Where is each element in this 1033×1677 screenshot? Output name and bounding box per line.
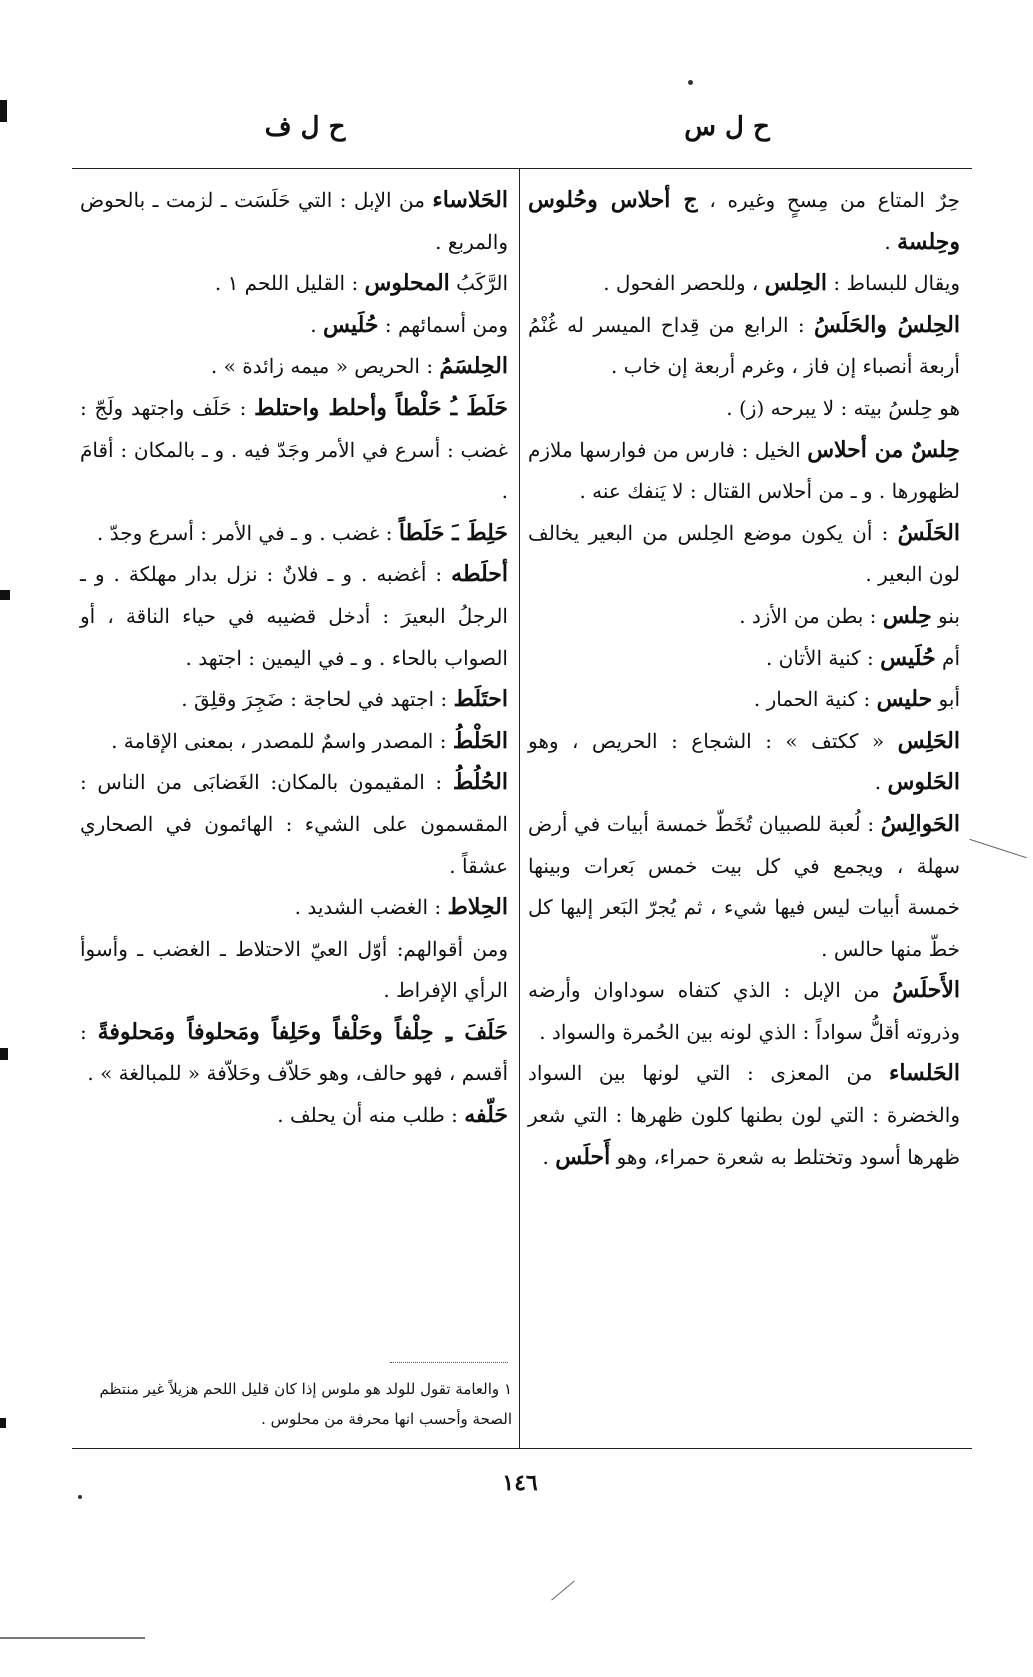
entry-definition: هو حِلسُ بيته : لا يبرحه (ز) .: [726, 395, 960, 420]
entry-headword: المحلوس: [364, 270, 450, 297]
scan-mark: [0, 100, 7, 122]
running-header-left: ح ل ف: [264, 112, 346, 142]
scan-mark: [0, 1637, 145, 1639]
entry-headword: الحُلُطُ: [452, 769, 508, 796]
dictionary-entry: [80, 554, 508, 679]
entry-headword: الحِلس: [764, 270, 828, 297]
dictionary-entry: [80, 679, 508, 721]
entry-definition: : طلب منه أن يحلف .: [277, 1103, 465, 1128]
entry-definition: .: [310, 312, 323, 337]
page-number: ١٤٦: [502, 1470, 538, 1496]
entry-definition: ويقال للبساط :: [827, 271, 960, 296]
entry-headword: الحَلاساء: [432, 187, 508, 213]
dictionary-entry: [528, 180, 960, 263]
dictionary-entry: [528, 388, 960, 430]
entry-headword: حُلَيس: [880, 644, 936, 671]
dictionary-entry: [80, 762, 508, 887]
entry-headword: حَلّفه: [464, 1102, 508, 1129]
dictionary-entry: [528, 1053, 960, 1178]
dictionary-entry: [528, 596, 960, 638]
entry-definition: الخيل : فارس من فوارسها ملازم لظهورها . و ـ من أحلاس القتال : لا يَنفك عنه .: [528, 437, 960, 504]
dictionary-entry: [80, 721, 508, 763]
entry-headword: الحِلسُ والحَلَسُ: [814, 311, 960, 338]
entry-definition: : المصدر واسمٌ للمصدر ، بمعنى الإقامة .: [111, 728, 453, 753]
dictionary-entry: [528, 804, 960, 970]
entry-headword: حَلَفَ ـِ حِلْفاً وحَلْفاً وحَلِفاً ومَحلوفاً ومَحلوفةً: [97, 1018, 508, 1045]
entry-headword: الحَلِس: [897, 727, 960, 754]
entry-headword: حَلَطَ ـُ حَلْطاً وأحلط واحتلط: [254, 394, 508, 421]
entry-definition: : أن يكون موضع الحِلس من البعير يخالف لون البعير .: [528, 520, 960, 587]
entry-definition: ، وللحصر الفحول .: [603, 271, 765, 296]
dictionary-entry: [80, 1095, 508, 1137]
entry-headword: حليس: [876, 686, 933, 713]
dictionary-entry: [528, 721, 960, 804]
scan-scratch: [551, 1580, 575, 1600]
entry-definition: أم: [935, 645, 960, 670]
entry-definition: .: [874, 770, 888, 795]
entry-definition: : المقيمون بالمكان: الغَضابَى من الناس : المقسمون على الشيء : الهائمون في الصحاري عشقاً .: [80, 770, 508, 878]
entry-definition: : لُعبة للصبيان تُخَطّ خمسة أبيات في أرض سهلة ، ويجمع في كل بيت خمس بَعرات وبينها خمسة أبيات ليس فيها شيء ، ثم يُجرّ البَعر إليها كل خطّ منها حالس .: [528, 811, 960, 961]
scan-dot: [78, 1495, 82, 1499]
left-column: [80, 180, 508, 1137]
entry-definition: : أغضبه . و ـ فلانٌ : نزل بدار مهلكة . و ـ الرجلُ البعيرَ : أدخل قضيبه في حياء الناقة ، أو الصواب بالحاء . و ـ في اليمين : اجتهد .: [80, 562, 508, 670]
scan-dot: [688, 80, 693, 85]
entry-definition: ومن أسمائهم :: [378, 312, 508, 337]
entry-definition: من المعزى : التي لونها بين السواد والخضرة : التي لون بطنها كلون ظهرها : التي شعر ظهرها أسود وتختلط به شعرة حمراء، وهو: [528, 1061, 960, 1169]
dictionary-entry: [528, 970, 960, 1053]
column-divider: [519, 168, 520, 1448]
dictionary-entry: [528, 513, 960, 596]
header-rule: [72, 168, 972, 169]
entry-headword: أَحلَس: [555, 1143, 611, 1170]
entry-headword: الحَلَسُ: [897, 519, 960, 546]
dictionary-entry: [80, 305, 508, 347]
entry-definition: « ككتف » : الشجاع : الحريص ، وهو: [528, 728, 898, 753]
scan-mark: [0, 1048, 8, 1060]
entry-headword: الحَلساء: [889, 1060, 960, 1087]
footnote: ١ والعامة تقول للولد هو ملوس إذا كان قليل اللحم هزيلاً غير منتظم الصحة وأحسب انها محرفة من محلوس .: [99, 1380, 512, 1428]
entry-headword: الحِلاط: [447, 894, 508, 921]
dictionary-entry: [80, 513, 508, 555]
dictionary-entry: [528, 430, 960, 513]
dictionary-entry: [528, 305, 960, 388]
dictionary-entry: [528, 679, 960, 721]
footer-rule: [72, 1448, 972, 1449]
entry-headword: احتَلَط: [453, 686, 508, 713]
dictionary-entry: [80, 388, 508, 513]
entry-definition: أبو: [932, 687, 960, 712]
entry-definition: : القليل اللحم ١ .: [214, 271, 365, 296]
entry-headword: الحِلسَمُ: [439, 353, 508, 380]
dictionary-entry: [80, 263, 508, 305]
entry-definition: : كنية الأتان .: [765, 645, 881, 670]
entry-headword: الحَلوس: [887, 769, 960, 796]
entry-headword: ج أحلاس وحُلوس وحِلسة: [528, 187, 960, 255]
entry-headword: الحَوالِسُ: [880, 810, 960, 837]
running-header-right: ح ل س: [684, 112, 770, 142]
scan-mark: [0, 1418, 6, 1428]
entry-definition: : غضب . و ـ في الأمر : أسرع وجدّ .: [97, 520, 399, 545]
entry-definition: بنو: [931, 603, 960, 628]
entry-definition: : حَلَف واجتهد ولَجّ : غضب : أسرع في الأمر وجَدّ فيه . و ـ بالمكان : أقامَ .: [80, 395, 508, 504]
entry-definition: الرَّكَبُ: [449, 271, 508, 296]
dictionary-entry: [80, 887, 508, 929]
entry-headword: حَلِطَ ـَ حَلَطاً: [398, 519, 508, 546]
scan-scratch: [969, 839, 1026, 858]
entry-definition: من الإبل : الذي كتفاه سوداوان وأرضه وذروته أقلُّ سواداً : الذي لونه بين الحُمرة والسواد .: [528, 978, 960, 1044]
entry-definition: من الإبل : التي حَلَسَت ـ لزمت ـ بالحوض والمربع .: [80, 188, 508, 254]
entry-definition: .: [542, 1144, 556, 1169]
dictionary-entry: [80, 180, 508, 263]
scan-mark: [0, 590, 10, 600]
dictionary-entry: [80, 1012, 508, 1095]
entry-definition: : الرابع من قِداح الميسر له غُنْمُ أربعة أنصباء إن فاز ، وغرم أربعة إن خاب .: [528, 312, 960, 379]
footnote-rule: [390, 1362, 508, 1363]
entry-definition: : الغضب الشديد .: [294, 895, 448, 920]
dictionary-entry: [528, 263, 960, 305]
entry-definition: .: [884, 229, 898, 254]
entry-headword: الأَحلَسُ: [892, 977, 960, 1004]
right-column: [528, 180, 960, 1178]
entry-headword: حِلس: [882, 602, 932, 629]
entry-headword: حِلسٌ من أحلاس: [807, 436, 961, 463]
entry-headword: أحلَطه: [451, 561, 508, 588]
dictionary-entry: [80, 346, 508, 388]
entry-headword: حُلَيس: [322, 311, 379, 338]
entry-definition: : كنية الحمار .: [753, 687, 877, 712]
entry-definition: : الحريص « ميمه زائدة » .: [210, 354, 440, 379]
dictionary-entry: [80, 929, 508, 1012]
entry-definition: حِرٌ المتاع من مِسحٍ وغيره ،: [697, 188, 960, 212]
entry-definition: ومن أقوالهم: أوّل العيّ الاحتلاط ـ الغضب ـ وأسوأ الرأي الإفراط .: [80, 936, 508, 1003]
entry-headword: الحَلْطُ: [452, 727, 508, 754]
entry-definition: : أقسم ، فهو حالف، وهو حَلاّف وحَلاّفة « للمبالغة » .: [80, 1019, 508, 1086]
dictionary-entry: [528, 638, 960, 680]
entry-definition: : بطن من الأزد .: [739, 603, 883, 628]
entry-definition: : اجتهد في لحاجة : ضَجِرَ وقلِقَ .: [181, 687, 454, 712]
